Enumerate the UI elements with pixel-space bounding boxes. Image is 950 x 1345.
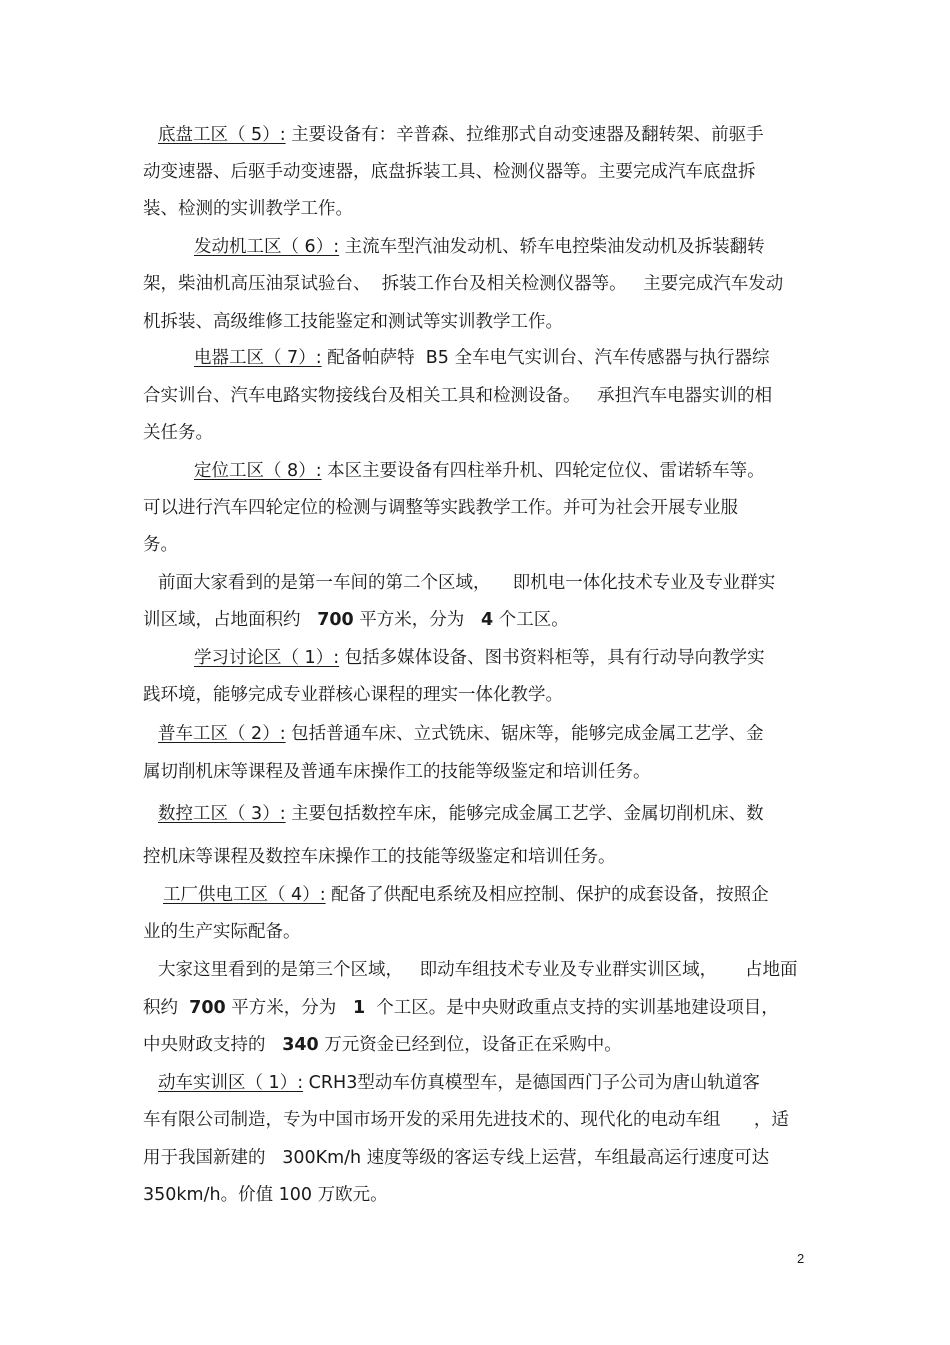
text-segment: 主要设备有：辛普森、拉维那式自动变速器及翻转架、前驱手 [285,125,764,145]
section-heading: 底盘工区（ 5）: [158,125,286,145]
section-heading: 学习讨论区（ 1）: [194,648,340,668]
section-heading: 动车实训区（ 1）: [158,1073,304,1093]
text-line [143,605,950,635]
text-segment: 机拆装、高级维修工技能鉴定和测试等实训教学工作。 [143,312,563,332]
text-segment: 配备了供配电系统及相应控制、保护的成套设备，按照企 [325,885,769,905]
text-line [194,456,950,486]
text-line [158,955,950,985]
text-segment: 前面大家看到的是第一车间的第二个区域， 即机电一体化技术专业及专业群实 [158,573,776,593]
text-segment: 平方米，分为 [225,998,353,1018]
text-segment: 控机床等课程及数控车床操作工的技能等级鉴定和培训任务。 [143,847,616,867]
text-segment: 1 [352,998,366,1018]
text-line [143,157,950,187]
text-segment: CRH3型动车仿真模型车，是德国西门子公司为唐山轨道客 [303,1073,760,1093]
text-segment: 务。 [143,535,178,555]
text-segment: 装、检测的实训教学工作。 [143,199,353,219]
section-heading: 数控工区（ 3）: [158,804,286,824]
text-segment: 个工区。是中央财政重点支持的实训基地建设项目， [365,998,779,1018]
text-line [143,381,950,411]
text-segment: 可以进行汽车四轮定位的检测与调整等实践教学工作。并可为社会开展专业服 [143,498,738,518]
text-line [143,842,950,872]
text-segment: 主流车型汽油发动机、轿车电控柴油发动机及拆装翻转 [339,237,765,257]
text-segment: 训区域，占地面积约 [143,610,318,630]
text-segment: 用于我国新建的 300Km/h 速度等级的客运专线上运营，车组最高运行速度可达 [143,1148,770,1168]
text-line [163,880,950,910]
text-line [158,719,950,749]
text-segment: 大家这里看到的是第三个区域， 即动车组技术专业及专业群实训区域， 占地面 [158,960,798,980]
text-line [143,493,950,523]
text-line [143,530,950,560]
text-segment: 主要包括数控车床，能够完成金属工艺学、金属切削机床、数 [285,804,764,824]
text-segment: 700 [317,610,354,630]
text-segment: 340 [282,1035,319,1055]
text-segment: 积约 [143,998,190,1018]
text-line [143,1180,950,1210]
text-segment: 包括多媒体设备、图书资料柜等，具有行动导向教学实 [339,648,765,668]
text-segment: 4 [481,610,494,630]
text-line [143,1105,950,1135]
text-line [143,917,950,947]
text-line [158,799,950,829]
text-line [158,568,950,598]
text-segment: 个工区。 [493,610,569,630]
text-segment: 包括普通车床、立式铣床、锯床等，能够完成金属工艺学、金 [285,724,764,744]
section-heading: 普车工区（ 2）: [158,724,286,744]
text-segment: 本区主要设备有四柱举升机、四轮定位仪、雷诺轿车等。 [321,461,765,481]
text-line [194,232,950,262]
text-segment: 配备帕萨特 B5 全车电气实训台、汽车传感器与执行器综 [321,348,770,368]
text-segment: 平方米，分为 [353,610,481,630]
text-line [143,418,950,448]
page-number: 2 [797,1251,805,1266]
text-line [143,307,950,337]
text-segment: 关任务。 [143,423,213,443]
section-heading: 电器工区（ 7）: [194,348,322,368]
text-segment: 中央财政支持的 [143,1035,283,1055]
text-segment: 车有限公司制造，专为中国市场开发的采用先进技术的、现代化的电动车组 ，适 [143,1110,789,1130]
text-segment: 业的生产实际配备。 [143,922,301,942]
text-segment: 动变速器、后驱手动变速器，底盘拆装工具、检测仪器等。主要完成汽车底盘拆 [143,162,756,182]
text-line [194,343,950,373]
text-line [143,269,950,299]
text-segment: 架，柴油机高压油泵试验台、 拆装工作台及相关检测仪器等。 主要完成汽车发动 [143,274,784,294]
text-line [143,757,950,787]
text-line [143,1030,950,1060]
text-segment: 万元资金已经到位，设备正在采购中。 [318,1035,622,1055]
text-line [158,1068,950,1098]
text-line [143,1143,950,1173]
text-line [194,643,950,673]
text-segment: 践环境，能够完成专业群核心课程的理实一体化教学。 [143,685,563,705]
text-line [143,993,950,1023]
section-heading: 发动机工区（ 6）: [194,237,340,257]
text-segment: 350km/h。价值 100 万欧元。 [143,1185,388,1205]
section-heading: 定位工区（ 8）: [194,461,322,481]
section-heading: 工厂供电工区（ 4）: [163,885,326,905]
text-segment: 700 [189,998,226,1018]
text-segment: 合实训台、汽车电路实物接线台及相关工具和检测设备。 承担汽车电器实训的相 [143,386,773,406]
text-line [143,194,950,224]
text-line [143,680,950,710]
text-segment: 属切削机床等课程及普通车床操作工的技能等级鉴定和培训任务。 [143,762,651,782]
text-line [158,120,950,150]
